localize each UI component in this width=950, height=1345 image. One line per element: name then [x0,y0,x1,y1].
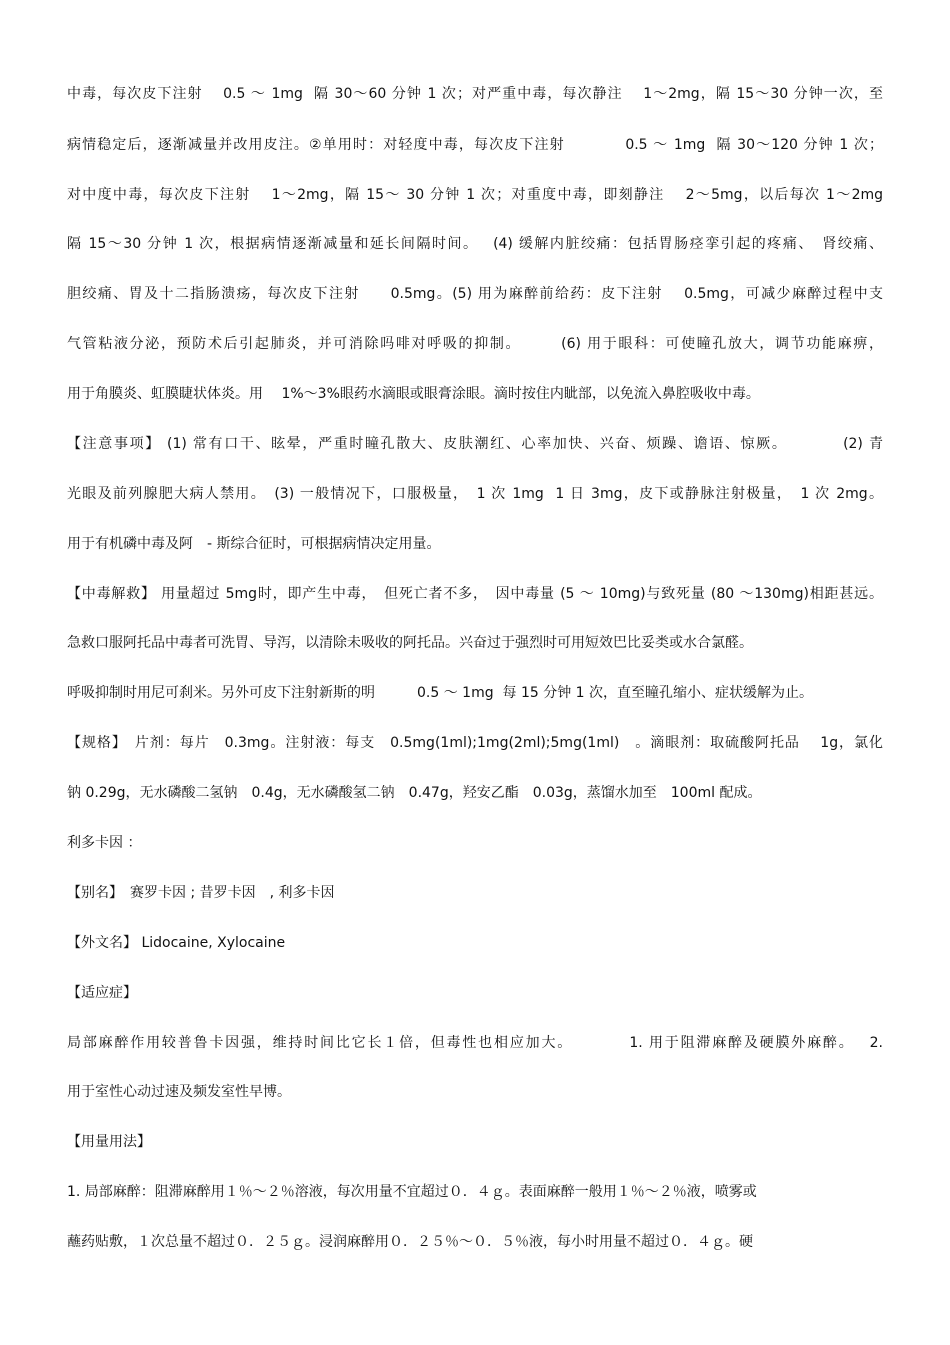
text-line: 中毒，每次皮下注射 0.5 ～ 1mg 隔 30～60 分钟 1 次；对严重中毒，每次静注 1～2mg，隔 15～30 分钟一次，至 [67,86,883,102]
text-line: 呼吸抑制时用尼可刹米。另外可皮下注射新斯的明 0.5 ～ 1mg 每 15 分钟 1 次，直至瞳孔缩小、症状缓解为止。 [67,685,814,701]
text-line: 气管粘液分泌，预防术后引起肺炎，并可消除吗啡对呼吸的抑制。 (6) 用于眼科：可使瞳孔放大，调节功能麻痹， [67,336,883,352]
text-line: 【别名】 赛罗卡因 ; 昔罗卡因 , 利多卡因 [67,885,335,901]
text-line: 急救口服阿托品中毒者可洗胃、导泻，以清除未吸收的阿托品。兴奋过于强烈时可用短效巴比妥类或水合氯醛。 [67,635,753,651]
text-line: 隔 15～30 分钟 1 次，根据病情逐渐减量和延长间隔时间。 (4) 缓解内脏绞痛：包括胃肠痉挛引起的疼痛、 肾绞痛、 [67,236,883,252]
text-line: 病情稳定后，逐渐减量并改用皮注。②单用时：对轻度中毒，每次皮下注射 0.5 ～ 1mg 隔 30～120 分钟 1 次； [67,137,883,153]
section-heading: 利多卡因 ： [67,835,142,851]
text-line: 胆绞痛、胃及十二指肠溃疡，每次皮下注射 0.5mg。(5) 用为麻醉前给药：皮下注射 0.5mg，可减少麻醉过程中支 [67,286,883,302]
text-line: 1. 局部麻醉：阻滞麻醉用１％～２％溶液，每次用量不宜超过０．４ｇ。表面麻醉一般用１％～２％液，喷雾或 [67,1184,757,1200]
text-line: 用于室性心动过速及频发室性早博。 [67,1084,291,1100]
text-line: 局部麻醉作用较普鲁卡因强，维持时间比它长１倍，但毒性也相应加大。 1. 用于阻滞麻醉及硬膜外麻醉。 2. [67,1035,883,1051]
section-heading: 【适应症】 [67,985,137,1001]
text-line: 光眼及前列腺肥大病人禁用。 (3) 一般情况下，口服极量， 1 次 1mg 1 日 3mg，皮下或静脉注射极量， 1 次 2mg。 [67,486,883,502]
text-line: 用于有机磷中毒及阿 - 斯综合征时，可根据病情决定用量。 [67,536,441,552]
text-line: 蘸药贴敷，１次总量不超过０．２５ｇ。浸润麻醉用０．２５％～０．５％液，每小时用量不超过０．４ｇ。硬 [67,1234,753,1250]
text-line: 用于角膜炎、虹膜睫状体炎。用 1%～3%眼药水滴眼或眼膏涂眼。滴时按住内眦部，以免流入鼻腔吸收中毒。 [67,386,760,402]
text-line: 【外文名】 Lidocaine, Xylocaine [67,935,286,951]
text-line: 【规格】 片剂：每片 0.3mg。注射液：每支 0.5mg(1ml);1mg(2ml);5mg(1ml) 。滴眼剂：取硫酸阿托品 1g，氯化 [67,735,883,751]
text-line: 【中毒解救】 用量超过 5mg时，即产生中毒， 但死亡者不多， 因中毒量 (5 ～ 10mg)与致死量 (80 ～130mg)相距甚远。 [67,586,883,602]
section-heading: 【用量用法】 [67,1134,151,1150]
text-line: 【注意事项】 (1) 常有口干、眩晕，严重时瞳孔散大、皮肤潮红、心率加快、兴奋、烦躁、谵语、惊厥。 (2) 青 [67,436,883,452]
text-line: 对中度中毒，每次皮下注射 1～2mg，隔 15～ 30 分钟 1 次；对重度中毒，即刻静注 2～5mg，以后每次 1～2mg [67,187,883,203]
text-line: 钠 0.29g，无水磷酸二氢钠 0.4g，无水磷酸氢二钠 0.47g，羟安乙酯 0.03g，蒸馏水加至 100ml 配成。 [67,785,762,801]
